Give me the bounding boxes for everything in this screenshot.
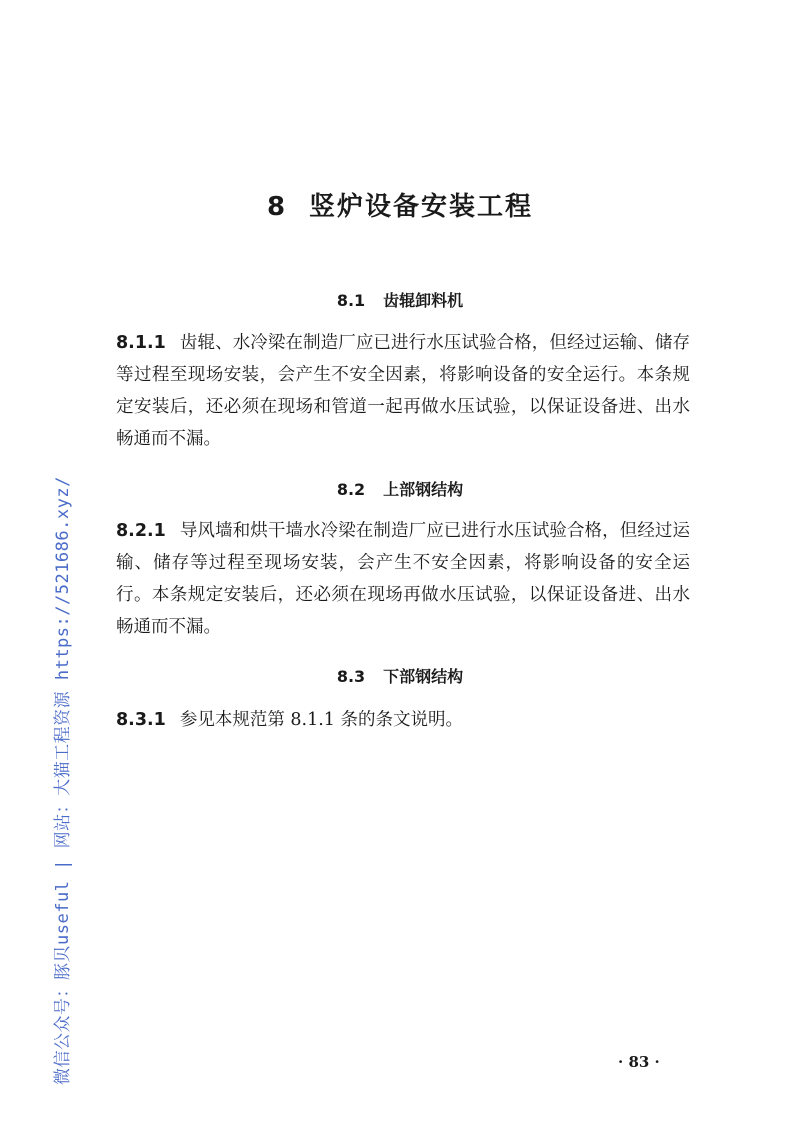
clause-text: 齿辊、水冷梁在制造厂应已进行水压试验合格，但经过运输、储存等过程至现场安装，会产生不安全因素，将影响设备的安全运行。本条规定安装后，还必须在现场和管道一起再做水压试验，以保证设备进、出水畅通而不漏。 <box>116 333 690 449</box>
clause-8-2-1 <box>116 515 690 643</box>
section-title-8-3 <box>0 664 800 687</box>
section-title-text: 齿辊卸料机 <box>383 291 464 310</box>
section-number: 8.2 <box>336 480 366 499</box>
clause-number: 8.2.1 <box>116 521 166 541</box>
clause-8-1-1 <box>116 327 690 455</box>
clause-text: 参见本规范第 8.1.1 条的条文说明。 <box>179 710 463 730</box>
clause-text: 导风墙和烘干墙水冷梁在制造厂应已进行水压试验合格，但经过运输、储存等过程至现场安装，会产生不安全因素，将影响设备的安全运行。本条规定安装后，还必须在现场再做水压试验，以保证设备进、出水畅通而不漏。 <box>116 521 690 637</box>
clause-8-3-1 <box>116 704 690 736</box>
clause-number: 8.3.1 <box>116 710 166 730</box>
watermark-text: 微信公众号：豚贝useful | 网站：大猫工程资源 https://521686.xyz/ <box>53 476 73 1085</box>
section-number: 8.3 <box>336 667 366 686</box>
chapter-number: 8 <box>266 192 288 222</box>
section-title-text: 上部钢结构 <box>383 480 464 499</box>
page-number: · 83 · <box>618 1053 660 1071</box>
chapter-title <box>0 186 800 223</box>
section-title-8-2 <box>0 477 800 500</box>
clause-number: 8.1.1 <box>116 333 166 353</box>
section-title-8-1 <box>0 288 800 311</box>
section-number: 8.1 <box>336 291 366 310</box>
section-title-text: 下部钢结构 <box>383 667 464 686</box>
chapter-title-text: 竖炉设备安装工程 <box>309 192 534 222</box>
